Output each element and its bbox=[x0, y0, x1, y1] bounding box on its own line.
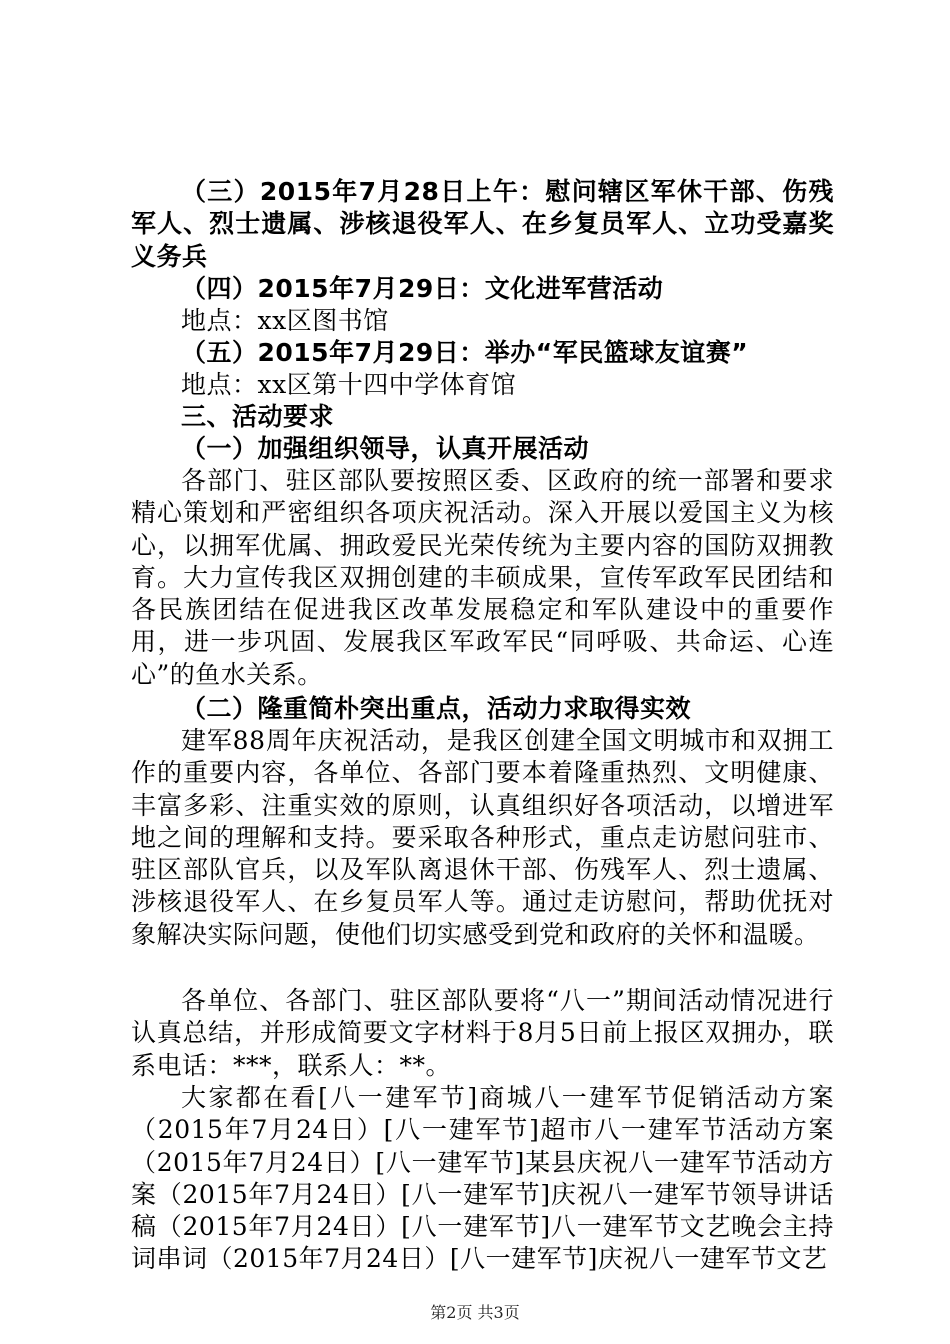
paragraph-schedule-5: （五）2015年7月29日：举办“军民篮球友谊赛” bbox=[181, 338, 749, 367]
section-heading-requirements: 三、活动要求 bbox=[181, 402, 335, 431]
subheading-organization: （一）加强组织领导，认真开展活动 bbox=[181, 434, 590, 463]
paragraph-summary-report: 各单位、各部门、驻区部队要将“八一”期间活动情况进行认真总结，并形成简要文字材料于8月5日前上报区双拥办，联系电话：***，联系人：**。 bbox=[131, 986, 834, 1080]
paragraph-schedule-3: （三）2015年7月28日上午：慰问辖区军休干部、伤残军人、烈士遗属、涉核退役军人、在乡复员军人、立功受嘉奖义务兵 bbox=[131, 177, 834, 271]
paragraph-related-links: 大家都在看[八一建军节]商城八一建军节促销活动方案（2015年7月24日）[八一建军节]超市八一建军节活动方案（2015年7月24日）[八一建军节]某县庆祝八一建军节活动方案（2015年7月24日）[八一建军节]庆祝八一建军节领导讲话稿（2015年7月24日）[八一建军节]八一建军节文艺晚会主持词串词（2015年7月24日）[八一建军节]庆祝八一建军节文艺 bbox=[131, 1083, 834, 1274]
page-number-footer: 第2页 共3页 bbox=[430, 1303, 520, 1322]
paragraph-location-1: 地点：xx区图书馆 bbox=[181, 306, 389, 335]
paragraph-schedule-4: （四）2015年7月29日：文化进军营活动 bbox=[181, 274, 664, 303]
paragraph-effectiveness-body: 建军88周年庆祝活动，是我区创建全国文明城市和双拥工作的重要内容，各单位、各部门要本着隆重热烈、文明健康、丰富多彩、注重实效的原则，认真组织好各项活动，以增进军地之间的理解和支持。要采取各种形式，重点走访慰问驻市、驻区部队官兵，以及军队离退休干部、伤残军人、烈士遗属、涉核退役军人、在乡复员军人等。通过走访慰问，帮助优抚对象解决实际问题，使他们切实感受到党和政府的关怀和温暖。 bbox=[131, 726, 834, 949]
paragraph-location-2: 地点：xx区第十四中学体育馆 bbox=[181, 370, 517, 399]
paragraph-organization-body: 各部门、驻区部队要按照区委、区政府的统一部署和要求精心策划和严密组织各项庆祝活动。深入开展以爱国主义为核心，以拥军优属、拥政爱民光荣传统为主要内容的国防双拥教育。大力宣传我区双拥创建的丰硕成果，宣传军政军民团结和各民族团结在促进我区改革发展稳定和军队建设中的重要作用，进一步巩固、发展我区军政军民“同呼吸、共命运、心连心”的鱼水关系。 bbox=[131, 466, 834, 689]
subheading-effectiveness: （二）隆重简朴突出重点，活动力求取得实效 bbox=[181, 694, 692, 723]
